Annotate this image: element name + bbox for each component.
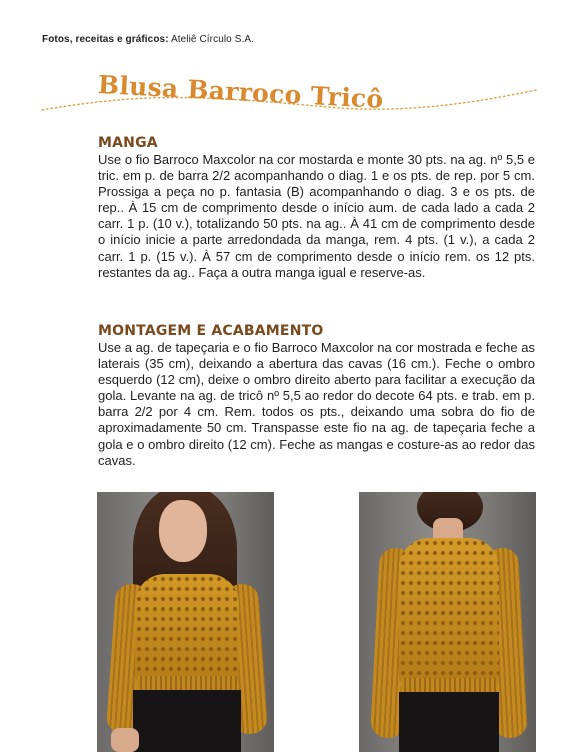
hand-shape	[111, 728, 139, 752]
sweater-hem-rib	[401, 678, 497, 692]
title-block	[40, 60, 540, 120]
back-view-photo	[359, 492, 536, 752]
shorts-shape	[133, 690, 241, 752]
section-body-montagem: Use a ag. de tapeçaria e o fio Barroco Maxcolor na cor mostrada e feche as laterais (35 cm), deixando a abertura das cavas (16 cm.). Feche o ombro esquerdo (12 cm), deixe o ombro direito aberto para facilitar a execução da gola. Levante na ag. de tricô nº 5,5 ao redor do decote 64 pts. e trab. em p. barra 2/2 por 4 cm. Rem. todos os pts., deixando uma sobra do fio de aproximadamente 50 cm. Transpasse este fio na ag. de tapeçaria feche a gola e o ombro direito (12 cm). Feche as mangas e costure-as ao redor das cavas.	[98, 340, 535, 468]
sweater-hem-rib	[137, 676, 237, 690]
face-shape	[159, 500, 207, 562]
shorts-shape	[399, 692, 499, 752]
section-heading-manga: MANGA	[98, 135, 158, 151]
credits-label: Fotos, receitas e gráficos:	[42, 34, 169, 45]
credits-line	[42, 34, 254, 45]
section-heading-montagem: MONTAGEM E ACABAMENTO	[98, 323, 324, 339]
front-view-photo	[97, 492, 274, 752]
credits-value: Ateliê Círculo S.A.	[170, 34, 255, 45]
sweater-body-shape	[135, 574, 239, 682]
sweater-back-shape	[399, 538, 499, 684]
page-title: Blusa Barroco Tricô	[97, 70, 385, 114]
section-body-manga: Use o fio Barroco Maxcolor na cor mostarda e monte 30 pts. na ag. nº 5,5 e tric. em p. de barra 2/2 acompanhando o diag. 1 e os pts. de rep. por 5 cm. Prossiga a peça no p. fantasia (B) acompanhando o diag. 3 e os pts. de rep.. À 15 cm de comprimento desde o início aum. de cada lado a cada 2 carr. 1 p. (10 v.), totalizando 50 pts. na ag.. À 41 cm de comprimento desde o início inicie a parte arredondada da manga, rem. 4 pts. (1 v.), a cada 2 carr. 1 p. (15 v.). À 57 cm de comprimento desde o início rem. os 12 pts. restantes da ag.. Faça a outra manga igual e reserve-as.	[98, 152, 535, 280]
